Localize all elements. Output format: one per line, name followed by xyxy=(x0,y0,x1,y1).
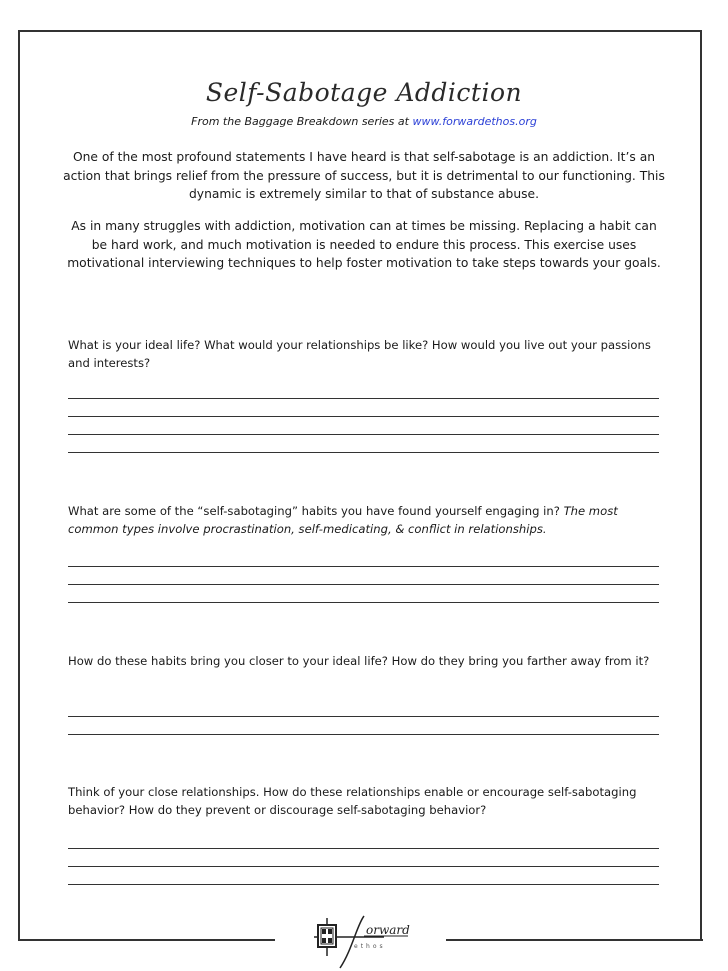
answer-line[interactable] xyxy=(68,452,659,453)
answer-line[interactable] xyxy=(68,716,659,717)
question-2-note: The most common types involve procrastination, self-medicating, & conflict in relationships. xyxy=(68,504,618,536)
subtitle xyxy=(0,115,728,128)
footer-rule-right xyxy=(446,939,703,941)
answer-line[interactable] xyxy=(68,848,659,849)
answer-line[interactable] xyxy=(68,398,659,399)
answer-line[interactable] xyxy=(68,734,659,735)
answer-line[interactable] xyxy=(68,602,659,603)
question-2 xyxy=(68,502,668,538)
subtitle-text: From the Baggage Breakdown series at xyxy=(191,115,413,128)
question-2-text: What are some of the “self-sabotaging” habits you have found yourself engaging in? xyxy=(68,504,564,518)
question-3: How do these habits bring you closer to your ideal life? How do they bring you farther away from it? xyxy=(68,654,650,668)
worksheet-title: Self-Sabotage Addiction xyxy=(205,78,523,107)
logo-word-forward: orward xyxy=(366,923,410,937)
answer-line[interactable] xyxy=(68,434,659,435)
answer-line[interactable] xyxy=(68,884,659,885)
logo-word-ethos: ethos xyxy=(354,943,386,950)
question-1: What is your ideal life? What would your relationships be like? How would you live out your passions and interests? xyxy=(68,338,651,370)
answer-line[interactable] xyxy=(68,584,659,585)
forward-ethos-logo xyxy=(312,910,412,970)
footer-rule-left xyxy=(18,939,275,941)
answer-line[interactable] xyxy=(68,866,659,867)
intro-paragraph-1: One of the most profound statements I have heard is that self-sabotage is an addiction. It’s an action that brings relief from the pressure of success, but it is detrimental to our functioning. This dynamic is extremely similar to that of substance abuse. xyxy=(63,150,665,201)
question-4: Think of your close relationships. How do these relationships enable or encourage self-sabotaging behavior? How do they prevent or discourage self-sabotaging behavior? xyxy=(68,785,637,817)
intro-paragraph-2: As in many struggles with addiction, motivation can at times be missing. Replacing a habit can be hard work, and much motivation is needed to endure this process. This exercise uses motivational interviewing techniques to help foster motivation to take steps towards your goals. xyxy=(67,219,661,270)
answer-line[interactable] xyxy=(68,416,659,417)
answer-line[interactable] xyxy=(68,566,659,567)
website-link[interactable]: www.forwardethos.org xyxy=(412,115,537,128)
